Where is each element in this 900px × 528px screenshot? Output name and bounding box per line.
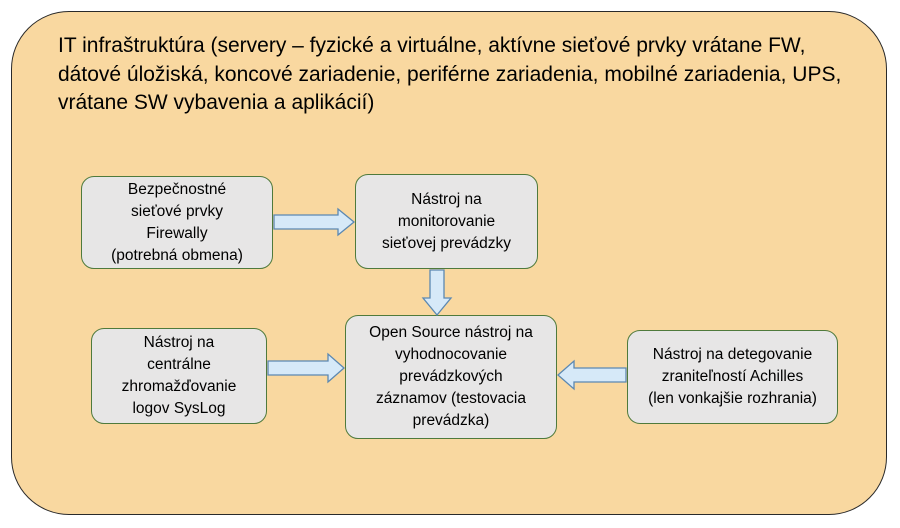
evaluation-tool-box	[345, 315, 557, 439]
achilles-tool-box-label: Nástroj na detegovanie zraniteľností Achilles (len vonkajšie rozhrania)	[648, 346, 817, 407]
monitoring-tool-box	[355, 174, 538, 269]
syslog-tool-box-label: Nástroj na centrálne zhromažďovanie logov SysLog	[121, 334, 237, 417]
diagram-title	[58, 32, 878, 118]
firewalls-box	[81, 176, 273, 269]
evaluation-tool-box-label: Open Source nástroj na vyhodnocovanie prevádzkových záznamov (testovacia prevádzka)	[369, 324, 533, 429]
monitoring-tool-box-label: Nástroj na monitorovanie sieťovej prevádzky	[381, 190, 511, 252]
firewalls-box-label: Bezpečnostné sieťové prvky Firewally (potrebná obmena)	[111, 180, 243, 264]
achilles-tool-box	[627, 330, 838, 424]
diagram-title-text: IT infraštruktúra (servery – fyzické a virtuálne, aktívne sieťové prvky vrátane FW, dátové úložiská, koncové zariadenie, periférne zariadenia, mobilné zariadenia, UPS, vrátane SW vybavenia a aplikácií)	[58, 34, 842, 114]
syslog-tool-box	[91, 328, 267, 424]
